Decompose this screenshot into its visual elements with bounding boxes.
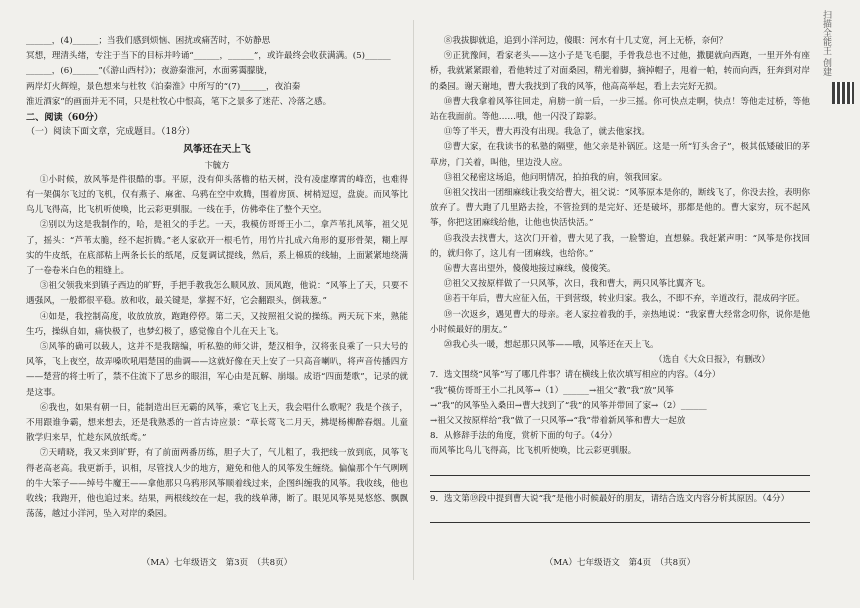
question-7-title: 7．选文围绕“风筝”写了哪几件事？请在横线上依次填写相应的内容。（4分） bbox=[430, 370, 721, 381]
scanner-watermark: 扫描全能王 创建 bbox=[821, 10, 831, 76]
question-7-flow-line-2: →“我”的风筝坠入桑田→曹大找到了“我”的风筝并带回了家→（2）______ bbox=[430, 400, 707, 411]
left-page bbox=[26, 34, 408, 523]
article-paragraph-6: ⑥我也，如果有朝一日，能制造出巨无霸的风筝，乘它飞上天，我会唱什么歌呢？我是个孩子，不用跟谁争霸，想来想去，还是我熟悉的一首古诗应景：“草长莺飞二月天，拂堤杨柳醉春烟。儿童散学归来早，忙趁东风放纸鸢。” bbox=[26, 402, 408, 444]
poem-fill-line-1: ______，(4)______；当我们感到烦恼、困扰或痛苦时，不妨静思 bbox=[26, 36, 271, 46]
question-9-answer-line[interactable] bbox=[430, 509, 810, 523]
question-8-title: 8．从修辞手法的角度，赏析下面的句子。（4分） bbox=[430, 431, 618, 442]
article-paragraph-7: ⑦天晴晓，我又来到旷野，有了前面两番历练，胆子大了，气儿粗了，我把线一放到底，风筝飞得老高老高。我更新手，识相，尽管找人少的地方，避免和他人的风筝发生缠绕。偏偏那个午气咧咧的牛大笨子——绰号牛魔王——拿他那只乌鸦形风筝顺着线过来，企图纠缠我的风筝。我收线，他也收线；我跑开，他也追过来。结果，两根线绞在一起，我的线单薄，断了。眼见风筝晃晃悠悠、飘飘荡荡，越过小洋河，坠入对岸的桑园。 bbox=[26, 448, 408, 520]
article-paragraph-18: ⑱若干年后，曹大应征入伍，干到营级，转业归家。我么，不即不弃，辛道改行，混成码字匠。 bbox=[443, 294, 805, 305]
left-page-footer: （MA）七年级语文 第3页 （共8页） bbox=[141, 558, 293, 568]
article-paragraph-8: ⑧我拔脚就追，追到小洋河边，傻眼：河水有十几丈宽，河上无桥，奈何？ bbox=[443, 36, 728, 46]
question-7-flow-line-1: “我”模仿哥哥王小二扎风筝→（1）______→祖父“教”我“放”风筝 bbox=[430, 385, 674, 396]
qr-code-icon bbox=[832, 82, 854, 104]
article-paragraph-19: ⑲一次返乡，遇见曹大的母亲。老人家拉着我的手，亲热地说：“我家曹大经常念叨你，说你是他小时候最好的朋友。” bbox=[430, 309, 810, 335]
article-paragraph-2: ②别以为这是我制作的，哈，是祖父的手艺。一天，我模仿哥哥王小二，拿芦苇扎风筝，祖父见了，摇头：“芦苇太脆，经不起折腾。”老人家砍开一根毛竹，用竹片扎成六角形的夏形骨架，糊上厚实的牛皮纸，在底部粘上两条长长的纸尾，反复调试提线，然后，系上棉质的线轴，上面紧紧地绕满了一卷卷米白色的粗缝上。 bbox=[26, 220, 408, 277]
reading-subsection-title: （一）阅读下面文章，完成题目。（18分） bbox=[26, 127, 195, 138]
question-7-flow-line-3: →祖父又按原样给“我”做了一只风筝→“我”带着新风筝和曹大一起放 bbox=[430, 416, 686, 427]
article-paragraph-5: ⑤风筝的确可以载人，这并不是我瞎编，听私塾的师父讲，楚汉相争，汉将张良乘了一只大号的风筝，飞上夜空，故弄嗓吹吼唱楚国的曲调——这就好像在天上安了一只高音喇叭，将声音传播四方——楚营的将士听了，禁不住流下了思乡的眼泪，军心由是瓦解、崩塌。成语“四面楚歌”，记录的就是这事。 bbox=[26, 342, 408, 398]
question-8-answer-line[interactable] bbox=[430, 478, 810, 492]
question-9-title: 9．选文第⑲段中提到曹大说“我”是他小时候最好的朋友，请结合选文内容分析其原因。（4分） bbox=[430, 493, 790, 504]
article-paragraph-3: ③祖父领我来到镇子西边的旷野，手把手教我怎么顺风放、顶风跑，他说：“风筝上了天，只要不遇强风，一般都很平稳。放和收，最关键是，掌握不好，它会翻跟头，倒栽葱。” bbox=[26, 281, 408, 307]
article-paragraph-10: ⑩曹大我拿着风筝往回走，肩膀一前一后，一步三摇。你可快点走啊，快点！等他走过桥，等他站在我面前。等他……哦，他一闪没了踪影。 bbox=[430, 96, 810, 123]
question-8-answer-line[interactable] bbox=[430, 462, 810, 476]
right-page-footer: （MA）七年级语文 第4页 （共8页） bbox=[544, 558, 696, 568]
poem-fill-line-5: 淮近酒家”的画面并无不同，只是杜牧心中恨高，笔下之景多了迷茫、冷落之感。 bbox=[26, 96, 332, 107]
article-author: 卞毓方 bbox=[204, 159, 230, 170]
article-paragraph-20: ⑳我心头一暖，想起那只风筝——哦，风筝还在天上飞。 bbox=[443, 340, 659, 351]
page-divider bbox=[413, 20, 414, 580]
article-paragraph-15: ⑮我没去找曹大，这次门开着，曹大见了我，一脸警迫，直想躲。我赶紧声明：“风筝是你找回的，就归你了，这儿有一团麻线，也给你。” bbox=[430, 233, 810, 259]
poem-fill-line-2: 冥想，理清头绪，专注于当下的目标并吟诵“______，______”，或许最终会收获满满。(5)______ bbox=[26, 51, 391, 62]
article-paragraph-9: ⑨正犹豫间，看家老头——这小子是飞毛腿，手骨我总也不过他，撒腿就向西跑，一里开外有座桥，我就紧紧跟着，看他转过了对面桑园，精光着脚，摘掉帽子，甩着一帕，转而向西，狂奔到对岸的桑园。谢天谢地，曹大我找到了我的风筝，他高高举起，看上去完好无损。 bbox=[430, 51, 810, 92]
poem-fill-line-4: 两岸灯火辉煌，景色想来与杜牧《泊秦淮》中所写的“(7)______，夜泊秦 bbox=[26, 81, 301, 92]
article-paragraph-14: ⑭祖父找出一团细麻线让我交给曹大，祖父说：“风筝原本是你的，断线飞了，你没去捡，表明你放弃了。曹大跑了几里路去捡，不管捡到的是完好、还是破坏，那都是他的。曹大家穷，玩不起风筝，你把这团麻线给他，让他也快活快活。” bbox=[430, 188, 810, 229]
article-paragraph-12: ⑫曹大家，在我读书的私塾的隔壁，他父亲是补锅匠。这是一所“钉头舍子”，极其低矮破旧的茅草房，门关着，叫他，里边没人应。 bbox=[430, 142, 810, 168]
article-paragraph-11: ⑪等了半天，曹大再没有出现。我急了，就去他家找。 bbox=[443, 127, 651, 138]
right-page bbox=[430, 34, 810, 523]
article-paragraph-16: ⑯曹大喜出望外，傻傻地接过麻线，傻傻笑。 bbox=[443, 264, 616, 275]
article-paragraph-17: ⑰祖父又按原样做了一只风筝，次日，我和曹大，两只风筝比翼齐飞。 bbox=[443, 279, 711, 290]
article-paragraph-4: ④如是，我控制高度，收放放放，跑跑停停。第二天，又按照祖父说的操练。两天玩下来，熟能生巧，操纵自如，痛快极了，也梦幻极了，感觉像自个儿在天上飞。 bbox=[26, 311, 408, 337]
question-8-sentence: 而风筝比鸟儿飞得高，比飞机听使唤，比云彩更驯服。 bbox=[430, 446, 637, 457]
article-paragraph-13: ⑬祖父秘密这场追，他问明情况，拍拍我的肩，领我回家。 bbox=[443, 172, 668, 183]
article-source: （选自《大众日报》，有删改） bbox=[653, 355, 770, 366]
article-title: 风筝还在天上飞 bbox=[183, 144, 251, 156]
poem-fill-line-3: ______，(6)______”(《游山西村》)；夜游秦淮河，水面雾霭朦胧， bbox=[26, 66, 273, 77]
reading-section-title: 二、阅读（60分） bbox=[26, 112, 104, 124]
article-paragraph-1: ①小时候，放风筝是件很酷的事。平原，没有仰头落檐的枯天树，没有凌虚摩霄的峰峦，也难得有一架偶尔飞过的飞机，仅有燕子、麻雀、乌鸦在空中欢腾，围着房顶、树梢逗逗，盘旋。而风筝比鸟儿飞得高，比飞机听使唤，比云彩更驯服。一线在手，仿佛牵住了整个天空。 bbox=[26, 174, 408, 216]
